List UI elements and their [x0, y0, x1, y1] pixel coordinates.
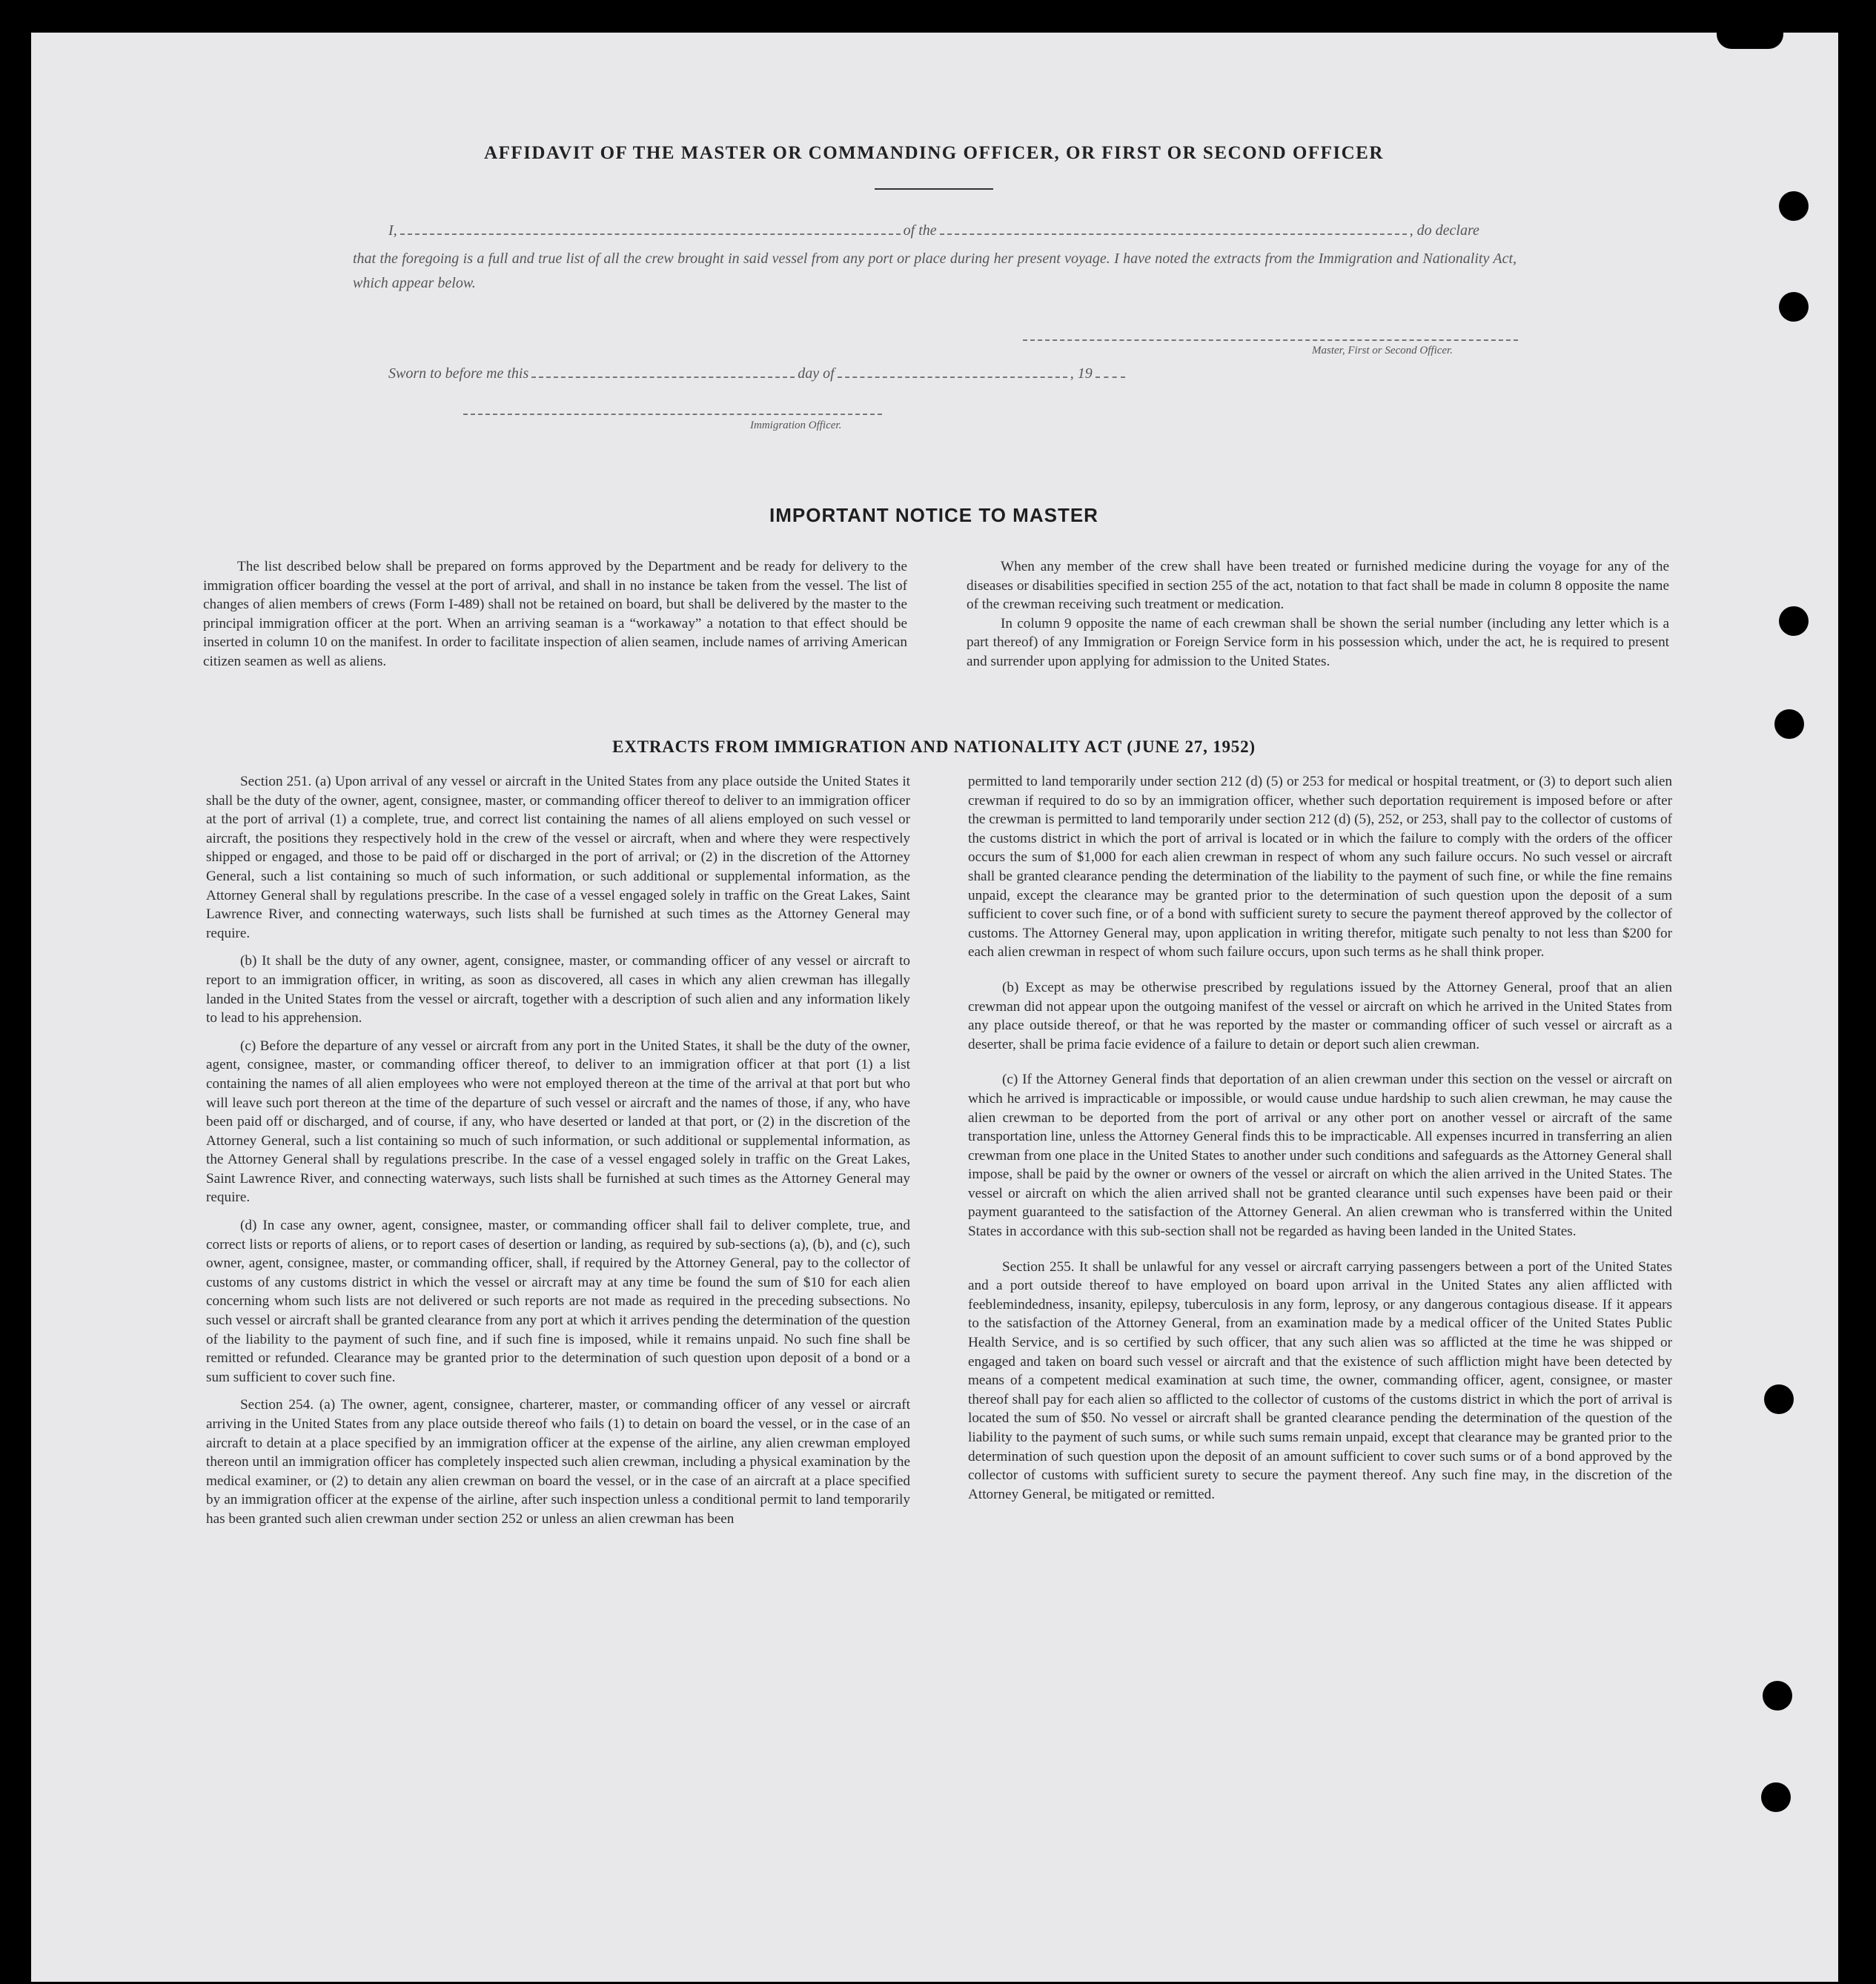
extracts-title: EXTRACTS FROM IMMIGRATION AND NATIONALITY ACT (JUNE 27, 1952) — [612, 737, 1256, 756]
notice-left-text — [203, 557, 907, 671]
corner-blot — [1717, 33, 1783, 49]
punch-hole — [1779, 606, 1809, 636]
notice-right-paragraph-2: In column 9 opposite the name of each crewman shall be shown the serial number (including any letter which is a part thereof) of any Immigration or Foreign Service form in his possession which, under the act, he is required to present and surrender upon applying for admission to the United States. — [967, 615, 1669, 669]
section-251-a: Section 251. (a) Upon arrival of any vessel or aircraft in the United States from any place outside the United States it shall be the duty of the owner, agent, consignee, master, or commanding officer thereof to deliver to an immigration officer at the port of arrival (1) a complete, true, and correct list containing the names of all aliens employed on such vessel or aircraft, the positions they respectively hold in the crew of the vessel or aircraft, when and where they were respectively shipped or engaged, and those to be paid off or discharged in the port of arrival; or (2) in the discretion of the Attorney General, such a list containing so much of such information, or such additional or supplemental information, as the Attorney General shall by regulations prescribe. In the case of a vessel engaged solely in traffic on the Great Lakes, Saint Lawrence River, and connecting waterways, such lists shall be furnished at such times as the Attorney General may require. — [206, 774, 910, 941]
punch-hole — [1774, 709, 1804, 739]
title-underline — [875, 188, 993, 190]
name-blank[interactable] — [400, 233, 901, 235]
section-254-a: Section 254. (a) The owner, agent, consignee, charterer, master, or commanding officer of any vessel or aircraft arriving in the United States from any place outside thereof who fails (1) to detain on board the vessel, or in the case of an aircraft to detain at a place specified by an immigration officer at the expense of the airline, any alien crewman employed thereon until an immigration officer has completely inspected such alien crewman, including a physical examination by the medical examiner, or (2) to detain any alien crewman on board the vessel, or in the case of an aircraft at a place specified by an immigration officer at the expense of the airline, after such inspection unless a conditional permit to land temporarily has been granted such alien crewman under section 252 or unless an alien crewman has been — [206, 1397, 910, 1527]
punch-hole — [1764, 1384, 1794, 1414]
section-254-b: (b) Except as may be otherwise prescribed by regulations issued by the Attorney General, proof that an alien crewman did not appear upon the outgoing manifest of the vessel or aircraft on which he arrived in the United States from any place outside thereof, or that he was reported by the master or commanding officer of such vessel or aircraft as a deserter, shall be prima facie evidence of a failure to detain or deport such alien crewman. — [968, 979, 1672, 1052]
punch-hole — [1763, 1681, 1792, 1711]
notice-left-paragraph: The list described below shall be prepared on forms approved by the Department and be ready for delivery to the immigration officer boarding the vessel at the port of arrival, and shall in no instance be taken from the vessel. The list of changes of alien members of crews (Form I-489) shall not be retained on board, but shall be delivered by the master to the principal immigration officer at the port. When an arriving seaman is a “workaway” a notation to that effect should be inserted in column 10 on the manifest. In order to facilitate inspection of alien seamen, include names of arriving American citizen seamen as well as aliens. — [203, 559, 907, 669]
sworn-prefix: Sworn to before me this — [388, 365, 529, 382]
sworn-day-of: day of — [798, 365, 835, 382]
punch-hole — [1779, 292, 1809, 322]
punch-hole — [1779, 191, 1809, 221]
sworn-day-blank[interactable] — [531, 376, 795, 378]
sworn-month-blank[interactable] — [838, 376, 1067, 378]
signature-caption: Master, First or Second Officer. — [1312, 345, 1453, 356]
declare-i: I, — [388, 222, 397, 239]
extracts-right-column — [968, 772, 1672, 1513]
declaration-line — [388, 222, 1479, 239]
declare-do-declare: , do declare — [1409, 222, 1479, 239]
sworn-line — [388, 365, 1128, 382]
officer-caption: Immigration Officer. — [750, 419, 842, 431]
affidavit-title: AFFIDAVIT OF THE MASTER OR COMMANDING OFFICER, OR FIRST OR SECOND OFFICER — [484, 143, 1384, 163]
extracts-left-column — [206, 772, 910, 1538]
section-254-a-continued: permitted to land temporarily under section 212 (d) (5) or 253 for medical or hospital treatment, or (3) to deport such alien crewman if required to do so by an immigration officer, whether such deportation requirement is imposed before or after the crewman is permitted to land temporarily under section 212 (d) (5), 252, or 253, shall pay to the collector of customs of the customs district in which the port of arrival is located or in which the failure to comply with the orders of the officer occurs the sum of $1,000 for each alien crewman in respect of whom any such failure occurs. No such vessel or aircraft shall be granted clearance pending the determination of the liability to the payment of such fine, or while the fine remains unpaid, except the clearance may be granted prior to the determination of such question upon the deposit of a sum sufficient to cover such fine, or of a bond with sufficient surety to secure the payment thereof approved by the collector of customs. The Attorney General may, upon application in writing therefor, mitigate such penalty to not less than $200 for each alien crewman in respect of whom such failure occurs, upon such terms as he shall think proper. — [968, 774, 1672, 961]
section-254-c: (c) If the Attorney General finds that deportation of an alien crewman under this section on the vessel or aircraft on which he arrived is impracticable or impossible, or would cause undue hardship to such alien crewman, he may cause the alien crewman to be deported from the port of arrival or any other port on another vessel or aircraft of the same transportation line, unless the Attorney General finds this to be impracticable. All expenses incurred in transferring an alien crewman from one place in the United States to another under such conditions and safeguards as the Attorney General shall impose, shall be paid by the owner or owners of the vessel or aircraft on which the alien arrived in the United States. The vessel or aircraft on which the alien arrived shall not be granted clearance until such expenses have been paid or their payment guaranteed to the satisfaction of the Attorney General. An alien crewman who is transferred within the United States in accordance with this sub-section shall not be regarded as having been landed in the United States. — [968, 1072, 1672, 1240]
notice-right-text — [967, 557, 1669, 671]
section-251-c: (c) Before the departure of any vessel or aircraft from any port in the United States, it shall be the duty of the owner, agent, consignee, master, or commanding officer thereof, to deliver to an immigration officer at that port (1) a list containing the names of all alien employees who were not employed thereon at the time of the arrival at that port but who will leave such port thereon at the time of the departure of such vessel or aircraft and the names of those, if any, who have been paid off or discharged, and of course, if any, who have deserted or landed at that port, or (2) in the discretion of the Attorney General, such a list containing so much of such information, or such additional or supplemental information, as the Attorney General shall by regulations prescribe. In the case of a vessel engaged solely in traffic on the Great Lakes, Saint Lawrence River, and connecting waterways, such lists shall be furnished at such times as the Attorney General may require. — [206, 1038, 910, 1206]
notice-right-paragraph-1: When any member of the crew shall have been treated or furnished medicine during the voyage for any of the diseases or disabilities specified in section 255 of the act, notation to that fact shall be made in column 8 opposite the name of the crewman receiving such treatment or medication. — [967, 559, 1669, 613]
declaration-text: that the foregoing is a full and true list of all the crew brought in said vessel from any port or place during her present voyage. I have noted the extracts from the Immigration and Nationality Act, which appear below. — [353, 251, 1517, 291]
notice-title: IMPORTANT NOTICE TO MASTER — [769, 504, 1098, 526]
signature-line[interactable] — [1023, 339, 1518, 341]
sworn-year: , 19 — [1070, 365, 1093, 382]
punch-hole — [1761, 1782, 1791, 1812]
section-255: Section 255. It shall be unlawful for any vessel or aircraft carrying passengers between a port of the United States and a port outside thereof to have employed on board upon arrival in the United States any alien afflicted with feeblemindedness, insanity, epilepsy, tuberculosis in any form, leprosy, or any dangerous contagious disease. If it appears to the satisfaction of the Attorney General, from an examination made by a medical officer of the United States Public Health Service, and is so certified by such officer, that any such alien was so afflicted at the time he was shipped or engaged and taken on board such vessel or aircraft and that the existence of such affliction might have been detected by means of a competent medical examination at such time, the owner, commanding officer, agent, consignee, or master thereof shall pay for each alien so afflicted to the collector of customs of the customs district in which the port of arrival is located the sum of $50. No vessel or aircraft shall be granted clearance pending the determination of the question of the liability to the payment of such sums, or while such sums remain unpaid, except that clearance may be granted prior to the determination of such question upon the deposit of an amount sufficient to cover such sums or of a bond approved by the collector of customs with sufficient surety to secure the payment thereof. Any such fine may, in the discretion of the Attorney General, be mitigated or remitted. — [968, 1258, 1672, 1502]
section-251-b: (b) It shall be the duty of any owner, agent, consignee, master, or commanding officer of any vessel or aircraft to report to an immigration officer, in writing, as soon as discovered, all cases in which any alien crewman has illegally landed in the United States from the vessel or aircraft, together with a description of such alien and any information likely to lead to his apprehension. — [206, 953, 910, 1026]
sworn-year-blank[interactable] — [1096, 376, 1125, 378]
vessel-blank[interactable] — [940, 233, 1407, 235]
section-251-d: (d) In case any owner, agent, consignee, master, or commanding officer shall fail to deliver complete, true, and correct lists or reports of aliens, or to report cases of desertion or landing, as required by sub-sections (a), (b), and (c), such owner, agent, consignee, master, or commanding officer, shall, if required by the Attorney General, pay to the collector of customs of any customs district in which the vessel or aircraft may at any time be found the sum of $10 for each alien concerning whom such lists are not delivered or such reports are not made as required in the preceding subsections. No such vessel or aircraft shall be granted clearance from any port at which it arrives pending the determination of the question of the liability to the payment of such fine, and if such fine is imposed, while it remains unpaid. No such fine shall be remitted or refunded. Clearance may be granted prior to the determination of such question upon deposit of a bond or a sum sufficient to cover such fine. — [206, 1218, 910, 1385]
declare-of-the: of the — [903, 222, 937, 239]
officer-signature-line[interactable] — [463, 414, 882, 415]
